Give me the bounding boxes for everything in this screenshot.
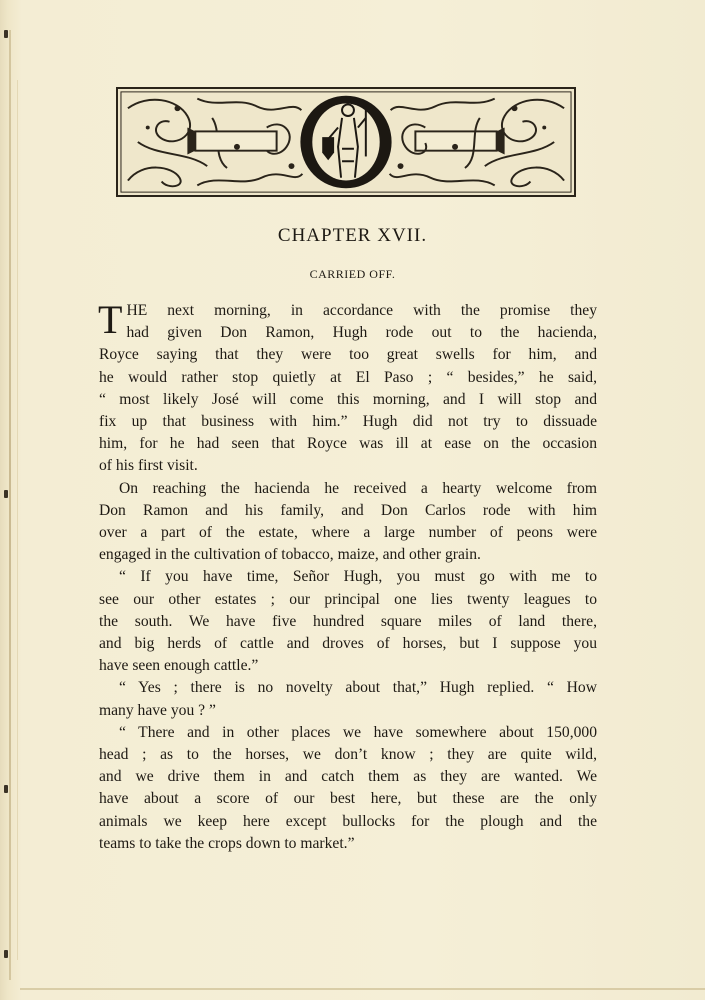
text-line: of his first visit.	[99, 457, 198, 475]
text-line: have about a score of our best here, but these are the only	[99, 790, 597, 808]
text-line: HE next morning, in accordance with the promise they	[126, 302, 597, 319]
text-line: and big herds of cattle and droves of horses, but I suppose you	[99, 635, 597, 653]
text-line: “ If you have time, Señor Hugh, you must go with me to	[119, 568, 597, 586]
binding-shadow	[17, 80, 18, 960]
text-line: “ most likely José will come this morning, and I will stop and	[99, 390, 597, 408]
text-line: engaged in the cultivation of tobacco, maize, and other grain.	[99, 546, 481, 564]
text-line: head ; as to the horses, we don’t know ; they are quite wild,	[99, 746, 597, 764]
text-line: teams to take the crops down to market.”	[99, 834, 355, 852]
text-line: fix up that business with him.” Hugh did not try to dissuade	[99, 413, 597, 431]
text-line: Don Ramon and his family, and Don Carlos rode with him	[99, 501, 597, 519]
ornamental-headpiece	[116, 87, 576, 197]
text-line: the south. We have five hundred square miles of land there,	[99, 612, 597, 630]
margin-mark	[4, 490, 8, 498]
text-line: have seen enough cattle.”	[99, 657, 259, 675]
text-line: he would rather stop quietly at El Paso ; “ besides,” he said,	[99, 368, 597, 386]
margin-mark	[4, 30, 8, 38]
text-line: On reaching the hacienda he received a hearty welcome from	[119, 479, 597, 497]
chapter-title: CHAPTER XVII.	[277, 225, 428, 246]
text-line: over a part of the estate, where a large number of peons were	[99, 524, 597, 542]
text-line: Royce saying that they were too great swells for him, and	[99, 346, 597, 364]
text-line: many have you ? ”	[99, 701, 216, 719]
headpiece-illustration	[118, 89, 574, 195]
paragraph	[98, 297, 597, 478]
text-line: see our other estates ; our principal one lies twenty leagues to	[99, 590, 597, 608]
text-line: and we drive them in and catch them as they are wanted. We	[99, 768, 597, 786]
text-line: him, for he had seen that Royce was ill at ease on the occasion	[99, 435, 597, 453]
margin-mark	[4, 950, 8, 958]
text-line: had given Don Ramon, Hugh rode out to the hacienda,	[126, 324, 597, 342]
paragraph	[99, 722, 597, 855]
margin-mark	[4, 785, 8, 793]
text-line: “ Yes ; there is no novelty about that,” Hugh replied. “ How	[119, 679, 597, 697]
binding-edge	[9, 30, 11, 980]
text-line: animals we keep here except bullocks for the plough and the	[99, 812, 597, 830]
chapter-body	[98, 297, 597, 855]
paragraph	[99, 677, 597, 721]
drop-cap: T	[98, 297, 123, 342]
page-bottom-edge	[20, 988, 705, 990]
chapter-subtitle: CARRIED OFF.	[309, 267, 396, 281]
paragraph	[99, 566, 597, 677]
paragraph	[99, 478, 597, 567]
text-line: “ There and in other places we have somewhere about 150,000	[119, 723, 597, 741]
